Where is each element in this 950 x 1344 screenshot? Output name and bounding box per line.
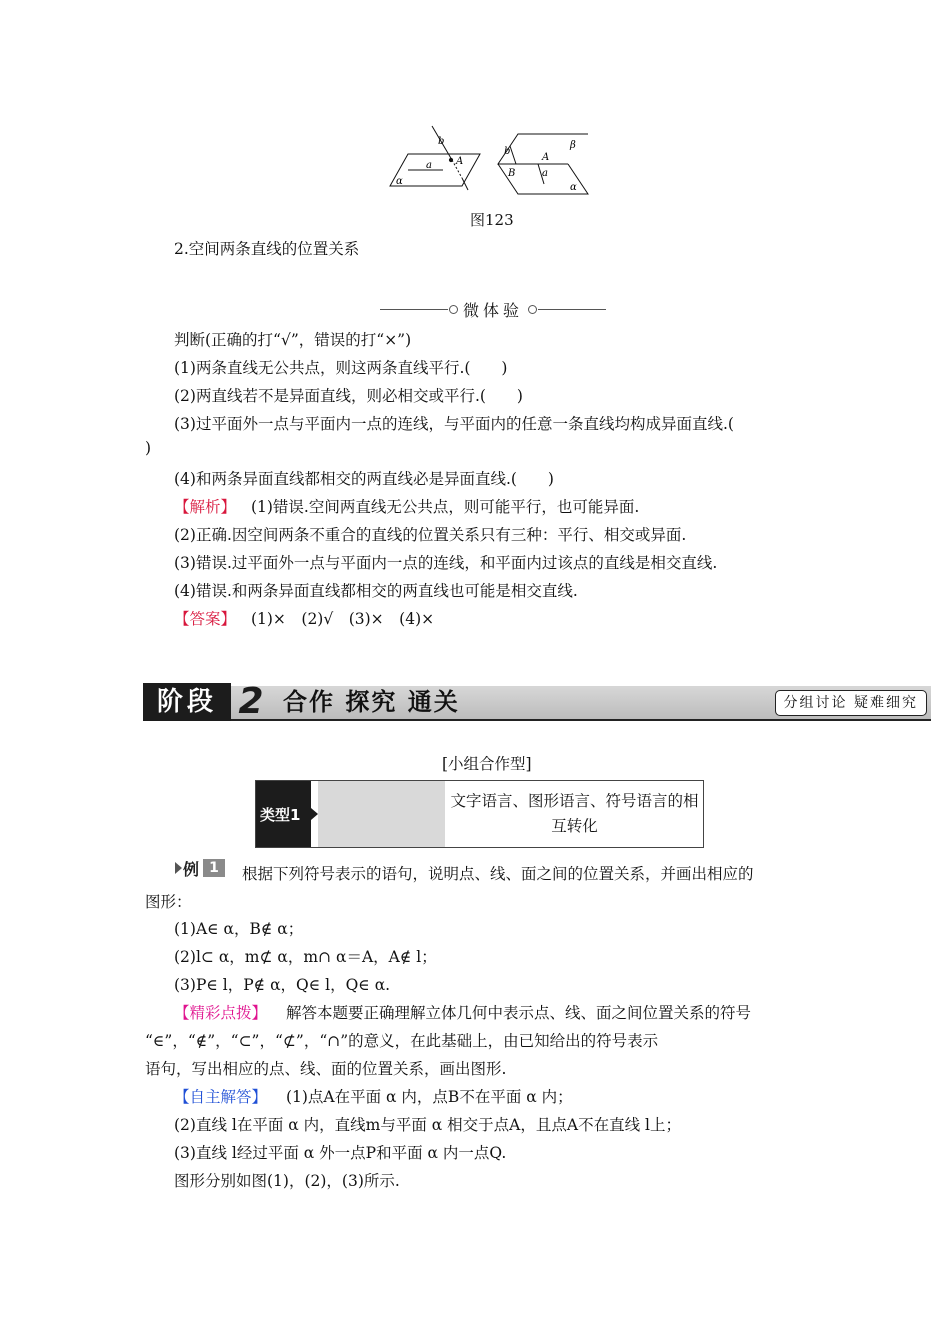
analysis-line-4: (4)错误.和两条异面直线都相交的两直线也可能是相交直线. [174,582,578,600]
analysis-line-1 [174,495,639,517]
answer-label: 【答案】 [174,610,237,628]
label-beta: β [570,140,576,151]
exercise-item-4: (4)和两条异面直线都相交的两直线必是异面直线.( ) [174,470,554,488]
solution-label: 【自主解答】 [174,1088,268,1106]
left-diagram [390,126,480,190]
banner-right-tag: 分组讨论 疑难细究 [775,690,927,716]
figure-diagrams [388,124,598,204]
label-b-right: b [504,146,511,157]
analysis-label: 【解析】 [174,498,237,516]
label-b-left: b [438,136,445,147]
label-alpha-left: α [396,176,403,187]
exercise-item-2: (2)两直线若不是异面直线，则必相交或平行.( ) [174,387,523,405]
label-A-left: A [456,156,464,167]
tiyan-header [380,298,606,320]
label-A-right: A [542,152,550,163]
type-label: 类型1 [260,806,301,824]
banner-stage-label: 阶段 [143,683,231,721]
example-item-2: (2)l⊂ α，m⊄ α，m∩ α＝A，A∉ l； [174,948,437,966]
hint-line-1 [174,1001,751,1023]
type-label-block [256,781,311,847]
hint-line-2: “∈”，“∉”，“⊂”，“⊄”，“∩”的意义，在此基础上，由已知给出的符号表示 [145,1032,659,1050]
point-A-left [449,158,452,161]
solution-line-4: 图形分别如图(1)，(2)，(3)所示. [174,1172,400,1190]
label-a-right: a [542,168,548,179]
exercise-item-3-cont: ) [145,439,152,457]
analysis-line-2: (2)正确.因空间两条不重合的直线的位置关系只有三种：平行、相交或异面. [174,526,687,544]
example-label: 例 [183,860,200,879]
answer-line [174,607,434,629]
tiyan-left-circle [449,305,458,314]
label-B-right: B [508,168,516,179]
example-item-3: (3)P∈ l，P∉ α，Q∈ l，Q∈ α. [174,976,391,994]
example-stem-2: 图形： [145,893,192,911]
example-item-1: (1)A∈ α，B∉ α； [174,920,304,938]
example-marker [145,857,228,879]
solution-line-1 [174,1085,573,1107]
analysis-text-1: (1)错误.空间两直线无公共点，则可能平行，也可能异面. [250,498,640,516]
line-b-right [510,146,516,164]
stage-banner [143,683,931,721]
tiyan-right-circle [528,305,537,314]
type-box [255,780,704,848]
hint-label: 【精彩点拨】 [174,1004,268,1022]
group-type-label: [小组合作型] [442,755,532,773]
type-grey-panel [318,781,445,847]
example-number: 1 [203,859,225,877]
tiyan-title: 微体验 [463,301,524,320]
tiyan-right-line [538,309,606,310]
figure-caption: 图123 [470,211,514,229]
label-alpha-right: α [570,182,577,193]
figure-123 [388,124,598,208]
example-arrow-icon [175,862,182,874]
section-heading: 2.空间两条直线的位置关系 [174,240,360,258]
example-stem-1: 根据下列符号表示的语句，说明点、线、面之间的位置关系，并画出相应的 [242,865,754,883]
exercise-item-3: (3)过平面外一点与平面内一点的连线，与平面内的任意一条直线均构成异面直线.( [174,415,734,433]
exercise-item-1: (1)两条直线无公共点，则这两条直线平行.( ) [174,359,508,377]
label-a-left: a [426,160,432,171]
hint-line-3: 语句，写出相应的点、线、面的位置关系，画出图形. [145,1060,507,1078]
type-arrow-icon [311,808,318,820]
hint-text-1: 解答本题要正确理解立体几何中表示点、线、面之间位置关系的符号 [285,1004,751,1022]
answer-text: (1)× (2)√ (3)× (4)× [250,610,435,628]
type-text: 文字语言、图形语言、符号语言的相互转化 [450,792,699,835]
tiyan-left-line [380,309,448,310]
solution-line-3: (3)直线 l经过平面 α 外一点P和平面 α 内一点Q. [174,1144,507,1162]
banner-title: 合作 探究 通关 [283,688,460,716]
solution-text-1: (1)点A在平面 α 内，点B不在平面 α 内； [285,1088,573,1106]
banner-stage-number: 2 [238,681,264,722]
solution-line-2: (2)直线 l在平面 α 内，直线m与平面 α 相交于点A，且点A不在直线 l上； [174,1116,681,1134]
analysis-line-3: (3)错误.过平面外一点与平面内一点的连线，和平面内过该点的直线是相交直线. [174,554,718,572]
exercise-prompt: 判断(正确的打“√”，错误的打“×”) [174,331,412,349]
